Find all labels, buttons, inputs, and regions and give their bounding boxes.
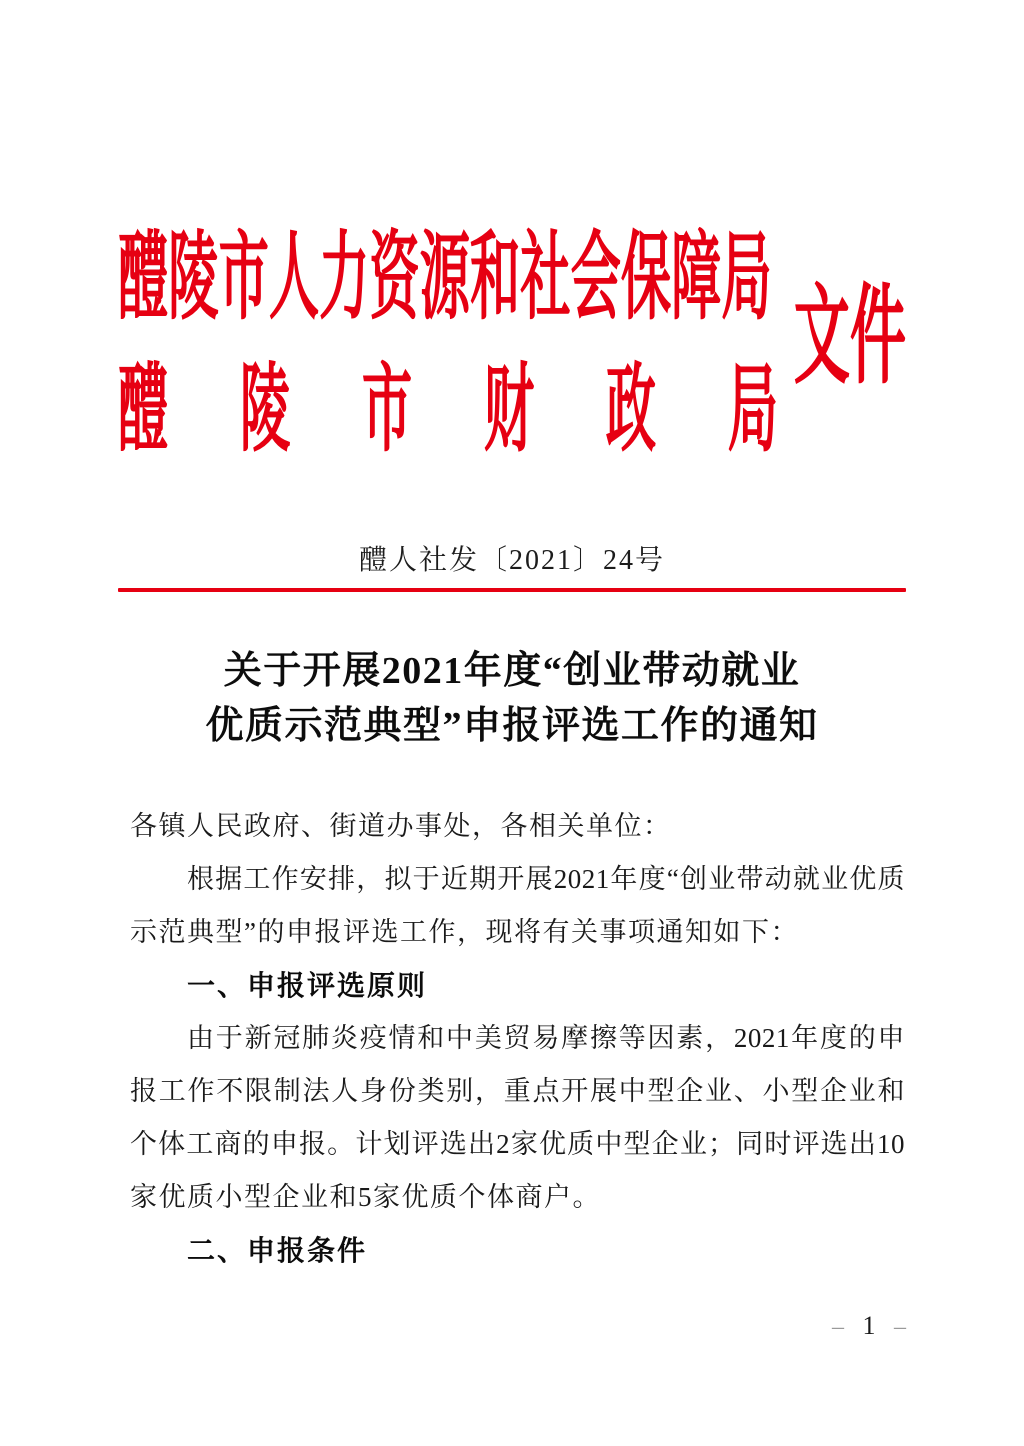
page-number-dash-left: –	[832, 1314, 844, 1340]
agency2-char: 醴	[118, 356, 169, 463]
page-number: 1	[862, 1311, 876, 1340]
section-heading-2: 二、申报条件	[187, 1235, 368, 1266]
title-line2: 优质示范典型”申报评选工作的通知	[205, 705, 819, 747]
title-line1: 关于开展2021年度“创业带动就业	[223, 650, 801, 692]
document-body	[130, 800, 905, 1277]
agency2-char: 市	[361, 356, 413, 463]
agency-name-line2	[118, 358, 778, 462]
agency2-char: 局	[727, 356, 778, 463]
doc-number: 醴人社发〔2021〕24号	[358, 545, 665, 576]
paragraph2-line1: 由于新冠肺炎疫情和中美贸易摩擦等因素，2021年度的申	[187, 1023, 905, 1053]
agency2-char: 政	[605, 356, 657, 463]
agency-name-line1: 醴陵市人力资源和社会保障局	[118, 224, 772, 331]
paragraph1-line1: 根据工作安排，拟于近期开展2021年度“创业带动就业优质	[187, 864, 905, 894]
doc-type-label: 文件	[793, 278, 906, 397]
page-number-dash-right: –	[894, 1314, 906, 1340]
section-heading-1: 一、申报评选原则	[187, 970, 428, 1001]
paragraph2-line3: 个体工商的申报。计划评选出2家优质中型企业；同时评选出10	[130, 1129, 905, 1159]
salutation-line: 各镇人民政府、街道办事处，各相关单位：	[130, 811, 672, 841]
agency2-char: 财	[483, 356, 535, 463]
red-divider-line	[118, 588, 906, 592]
paragraph2-line2: 报工作不限制法人身份类别，重点开展中型企业、小型企业和	[130, 1076, 905, 1106]
document-title	[118, 644, 906, 754]
agency-names	[118, 226, 778, 462]
paragraph1-line2: 示范典型”的申报评选工作，现将有关事项通知如下：	[130, 917, 799, 947]
page-footer	[0, 1310, 1024, 1343]
paragraph2-line4: 家优质小型企业和5家优质个体商户。	[130, 1182, 601, 1212]
agency2-char: 陵	[239, 356, 291, 463]
letterhead	[118, 226, 906, 462]
